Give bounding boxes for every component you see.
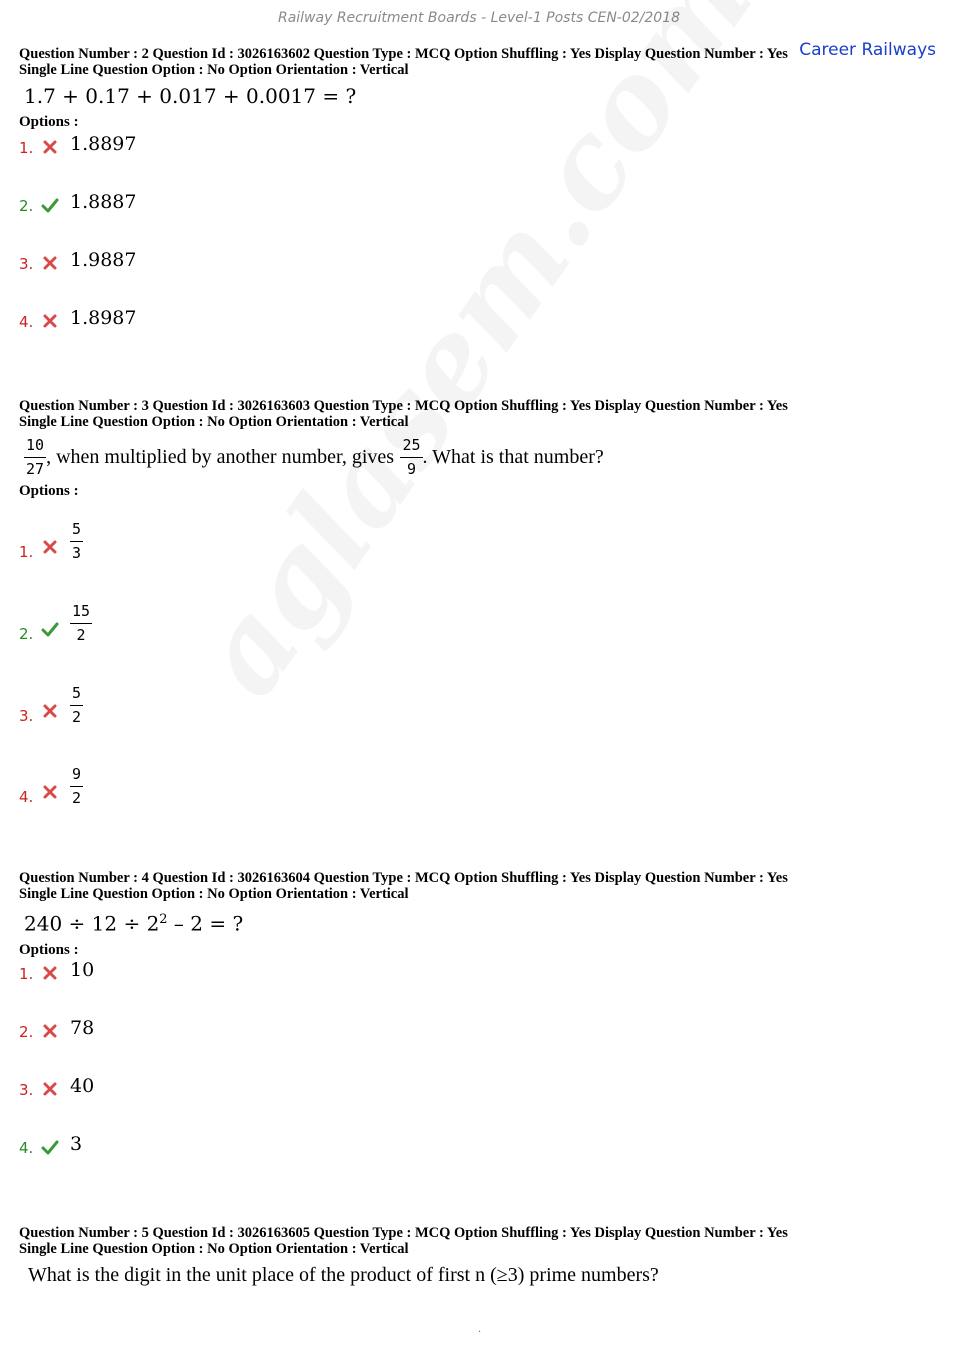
option-number: 1. <box>19 139 34 157</box>
option-number: 3. <box>19 706 34 725</box>
option-number: 1. <box>19 542 34 561</box>
option-number: 1. <box>19 964 34 983</box>
option-3[interactable] <box>19 1065 419 1105</box>
option-value: 78 <box>70 1016 95 1039</box>
question-meta-line2: Single Line Question Option : No Option Orientation : Vertical <box>19 62 409 78</box>
options-label: Options : <box>19 114 79 130</box>
stem-fraction-1: $\frac{10}{27}$ <box>26 436 45 478</box>
question-meta-line1: Question Number : 5 Question Id : 3026163605 Question Type : MCQ Option Shuffling : Yes Display Question Number : Yes <box>19 1225 788 1241</box>
option-value: 40 <box>70 1074 95 1097</box>
question-meta-line1: Question Number : 2 Question Id : 3026163602 Question Type : MCQ Option Shuffling : Yes Display Question Number : Yes <box>19 46 788 62</box>
option-1[interactable] <box>19 123 419 163</box>
option-number: 2. <box>19 197 34 215</box>
question-2 <box>19 46 939 371</box>
stem-text-end: . What is that number? <box>422 445 604 468</box>
brand-link[interactable]: Career Railways <box>799 40 936 60</box>
options-label: Options : <box>19 482 79 499</box>
cross-icon <box>41 1081 59 1097</box>
option-value: 3 <box>70 1132 83 1155</box>
option-number: 2. <box>19 624 34 643</box>
check-icon <box>41 1139 59 1155</box>
question-meta-line1: Question Number : 3 Question Id : 3026163603 Question Type : MCQ Option Shuffling : Yes Display Question Number : Yes <box>19 398 788 414</box>
option-fraction: $\frac{15}{2}$ <box>72 602 91 644</box>
options-label: Options : <box>19 941 79 958</box>
cross-icon <box>41 539 59 555</box>
cross-icon <box>41 784 59 800</box>
cross-icon <box>41 139 59 155</box>
check-icon <box>41 197 59 213</box>
question-stem: 1.7 + 0.17 + 0.017 + 0.0017 = ? <box>24 84 357 108</box>
option-2[interactable] <box>19 181 419 221</box>
question-meta-line2: Single Line Question Option : No Option Orientation : Vertical <box>19 1241 409 1257</box>
option-4[interactable] <box>19 1123 419 1163</box>
option-1[interactable] <box>19 512 419 567</box>
stem-exponent: 2 <box>159 912 168 927</box>
option-4[interactable] <box>19 297 419 337</box>
question-stem <box>24 436 939 479</box>
option-number: 3. <box>19 255 34 273</box>
option-4[interactable] <box>19 757 419 812</box>
option-value: 10 <box>70 958 95 981</box>
option-value: 1.8887 <box>70 191 137 213</box>
option-value: 1.8987 <box>70 307 137 329</box>
option-value: 1.9887 <box>70 249 137 271</box>
option-number: 4. <box>19 313 34 331</box>
cross-icon <box>41 1023 59 1039</box>
option-number: 4. <box>19 787 34 806</box>
option-number: 3. <box>19 1080 34 1099</box>
footer-mark: . <box>478 1324 482 1335</box>
question-meta-line2: Single Line Question Option : No Option Orientation : Vertical <box>19 414 409 430</box>
page-header: Railway Recruitment Boards - Level-1 Posts CEN-02/2018 <box>277 10 681 26</box>
stem-fraction-2: $\frac{25}{9}$ <box>402 436 421 478</box>
question-5 <box>19 1225 939 1289</box>
option-number: 2. <box>19 1022 34 1041</box>
option-value: 1.8897 <box>70 133 137 155</box>
check-icon <box>41 621 59 637</box>
option-2[interactable] <box>19 594 419 649</box>
question-stem <box>24 906 939 938</box>
option-number: 4. <box>19 1138 34 1157</box>
option-2[interactable] <box>19 1007 419 1047</box>
stem-part-b: – 2 = ? <box>167 911 244 936</box>
cross-icon <box>41 313 59 329</box>
option-1[interactable] <box>19 949 419 989</box>
cross-icon <box>41 255 59 271</box>
cross-icon <box>41 965 59 981</box>
option-fraction: $\frac{5}{3}$ <box>72 520 82 562</box>
option-3[interactable] <box>19 239 419 279</box>
stem-text-middle: , when multiplied by another number, gives <box>46 445 395 468</box>
question-4 <box>19 870 939 1199</box>
options-list <box>19 131 939 371</box>
stem-part-a: 240 ÷ 12 ÷ 2 <box>24 911 160 936</box>
option-3[interactable] <box>19 676 419 731</box>
options-list <box>19 500 939 830</box>
option-fraction: $\frac{5}{2}$ <box>72 684 82 726</box>
question-stem: What is the digit in the unit place of the product of first n (≥3) prime numbers? <box>28 1264 659 1286</box>
question-3 <box>19 398 939 830</box>
option-fraction: $\frac{9}{2}$ <box>72 765 82 807</box>
options-list <box>19 959 939 1199</box>
cross-icon <box>41 703 59 719</box>
question-meta-line1: Question Number : 4 Question Id : 3026163604 Question Type : MCQ Option Shuffling : Yes Display Question Number : Yes <box>19 870 788 886</box>
question-meta-line2: Single Line Question Option : No Option Orientation : Vertical <box>19 886 409 902</box>
